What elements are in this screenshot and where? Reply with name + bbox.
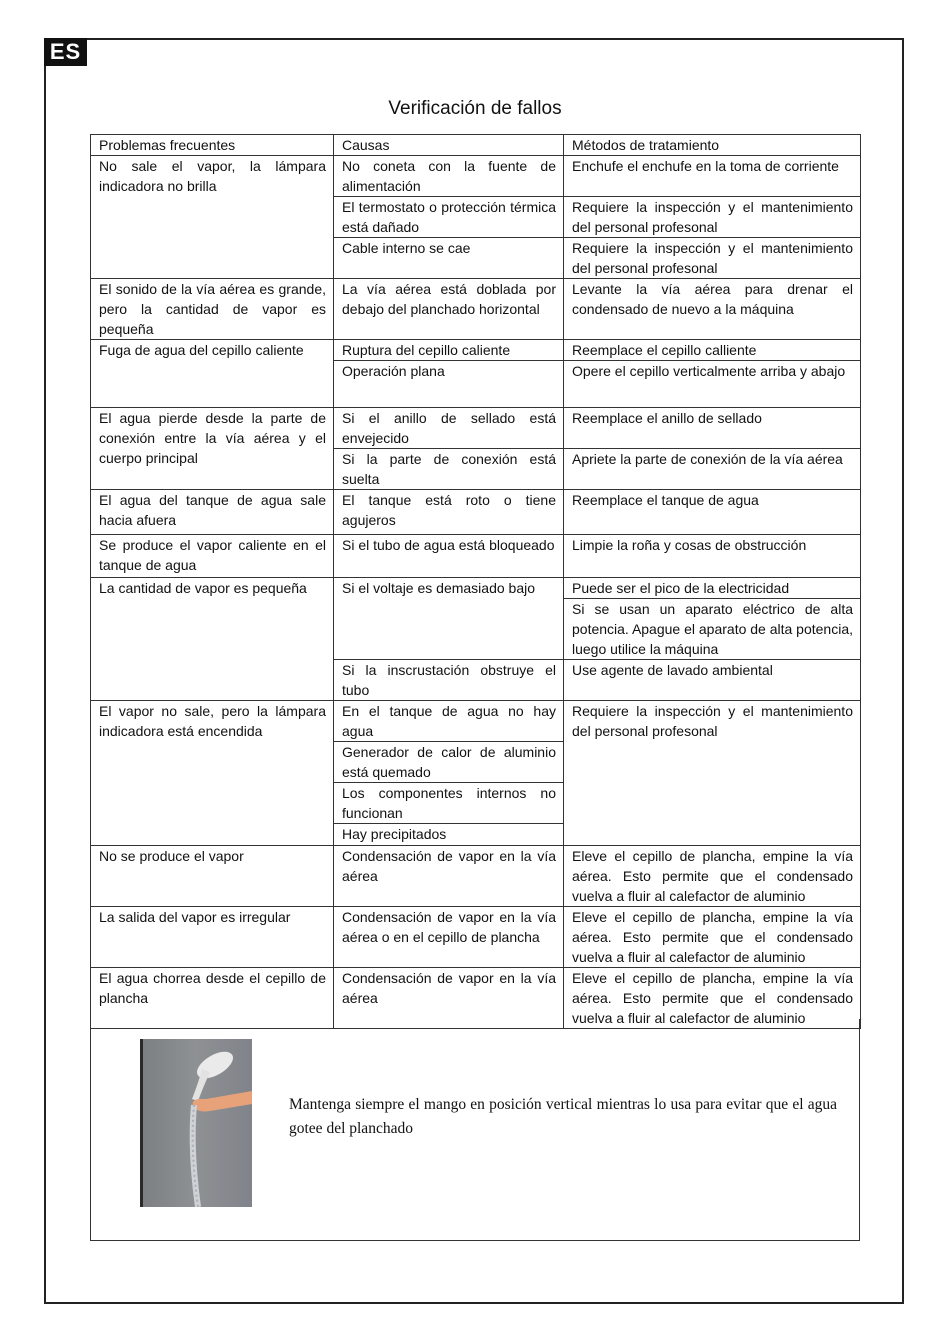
cause-cell: Si el anillo de sellado está envejecido: [334, 408, 564, 449]
method-cell: Requiere la inspección y el mantenimiento del personal profesonal: [564, 701, 861, 846]
cause-cell: El tanque está roto o tiene agujeros: [334, 490, 564, 535]
method-cell: Requiere la inspección y el mantenimiento del personal profesonal: [564, 238, 861, 279]
table-row: [91, 907, 861, 968]
language-badge: ES: [44, 38, 87, 66]
method-cell: Limpie la roña y cosas de obstrucción: [564, 535, 861, 578]
table-row: [91, 535, 861, 578]
table-header-row: [91, 135, 861, 156]
cause-cell: Si el tubo de agua está bloqueado: [334, 535, 564, 578]
cause-cell: Ruptura del cepillo caliente: [334, 340, 564, 361]
method-cell: Reemplace el anillo de sellado: [564, 408, 861, 449]
cause-cell: En el tanque de agua no hay agua: [334, 701, 564, 742]
problem-cell: La salida del vapor es irregular: [91, 907, 334, 968]
problem-cell: El sonido de la vía aérea es grande, pero la cantidad de vapor es pequeña: [91, 279, 334, 340]
page-title: Verificación de fallos: [388, 98, 562, 119]
cause-cell: Condensación de vapor en la vía aérea: [334, 846, 564, 907]
method-cell: Eleve el cepillo de plancha, empine la vía aérea. Esto permite que el condensado vuelva a fluir al calefactor de aluminio: [564, 968, 861, 1029]
cause-cell: Condensación de vapor en la vía aérea: [334, 968, 564, 1029]
method-cell: Reemplace el tanque de agua: [564, 490, 861, 535]
cause-cell: La vía aérea está doblada por debajo del planchado horizontal: [334, 279, 564, 340]
table-row: [91, 340, 861, 361]
method-cell: Levante la vía aérea para drenar el condensado de nuevo a la máquina: [564, 279, 861, 340]
cause-cell: Condensación de vapor en la vía aérea o en el cepillo de plancha: [334, 907, 564, 968]
cause-cell: Si la inscrustación obstruye el tubo: [334, 660, 564, 701]
method-cell: Use agente de lavado ambiental: [564, 660, 861, 701]
usage-note-box: [90, 1019, 860, 1241]
problem-cell: Fuga de agua del cepillo caliente: [91, 340, 334, 408]
header-causes: Causas: [334, 135, 564, 156]
method-cell: Reemplace el cepillo calliente: [564, 340, 861, 361]
cause-cell: Si la parte de conexión está suelta: [334, 449, 564, 490]
method-cell: Si se usan un aparato eléctrico de alta potencia. Apague el aparato de alta potencia, luego utilice la máquina: [564, 599, 861, 660]
problem-cell: El agua chorrea desde el cepillo de plancha: [91, 968, 334, 1029]
hand-holding-steamer-photo: [140, 1039, 252, 1207]
cause-cell: Los componentes internos no funcionan: [334, 783, 564, 824]
problem-cell: No se produce el vapor: [91, 846, 334, 907]
problem-cell: No sale el vapor, la lámpara indicadora no brilla: [91, 156, 334, 279]
problem-cell: El agua del tanque de agua sale hacia afuera: [91, 490, 334, 535]
method-cell: Opere el cepillo verticalmente arriba y abajo: [564, 361, 861, 408]
problem-cell: La cantidad de vapor es pequeña: [91, 578, 334, 701]
table-row: [91, 279, 861, 340]
method-cell: Enchufe el enchufe en la toma de corriente: [564, 156, 861, 197]
header-methods: Métodos de tratamiento: [564, 135, 861, 156]
steamer-illustration-icon: [140, 1039, 252, 1207]
table-row: [91, 408, 861, 449]
method-cell: Eleve el cepillo de plancha, empine la vía aérea. Esto permite que el condensado vuelva a fluir al calefactor de aluminio: [564, 846, 861, 907]
cause-cell: El termostato o protección térmica está dañado: [334, 197, 564, 238]
method-cell: Eleve el cepillo de plancha, empine la vía aérea. Esto permite que el condensado vuelva a fluir al calefactor de aluminio: [564, 907, 861, 968]
problem-cell: El vapor no sale, pero la lámpara indicadora está encendida: [91, 701, 334, 846]
cause-cell: No coneta con la fuente de alimentación: [334, 156, 564, 197]
cause-cell: Si el voltaje es demasiado bajo: [334, 578, 564, 660]
cause-cell: Hay precipitados: [334, 824, 564, 846]
table-row: [91, 156, 861, 197]
method-cell: Apriete la parte de conexión de la vía aérea: [564, 449, 861, 490]
method-cell: Requiere la inspección y el mantenimiento del personal profesonal: [564, 197, 861, 238]
cause-cell: Cable interno se cae: [334, 238, 564, 279]
problem-cell: Se produce el vapor caliente en el tanque de agua: [91, 535, 334, 578]
usage-note-text: Mantenga siempre el mango en posición vertical mientras lo usa para evitar que el agua gotee del planchado: [289, 1096, 837, 1137]
table-row: [91, 490, 861, 535]
method-cell: Puede ser el pico de la electricidad: [564, 578, 861, 599]
table-row: [91, 846, 861, 907]
table-row: [91, 701, 861, 742]
problem-cell: El agua pierde desde la parte de conexión entre la vía aérea y el cuerpo principal: [91, 408, 334, 490]
header-problems: Problemas frecuentes: [91, 135, 334, 156]
cause-cell: Generador de calor de aluminio está quemado: [334, 742, 564, 783]
troubleshooting-table: [90, 134, 861, 1029]
table-row: [91, 578, 861, 599]
cause-cell: Operación plana: [334, 361, 564, 408]
